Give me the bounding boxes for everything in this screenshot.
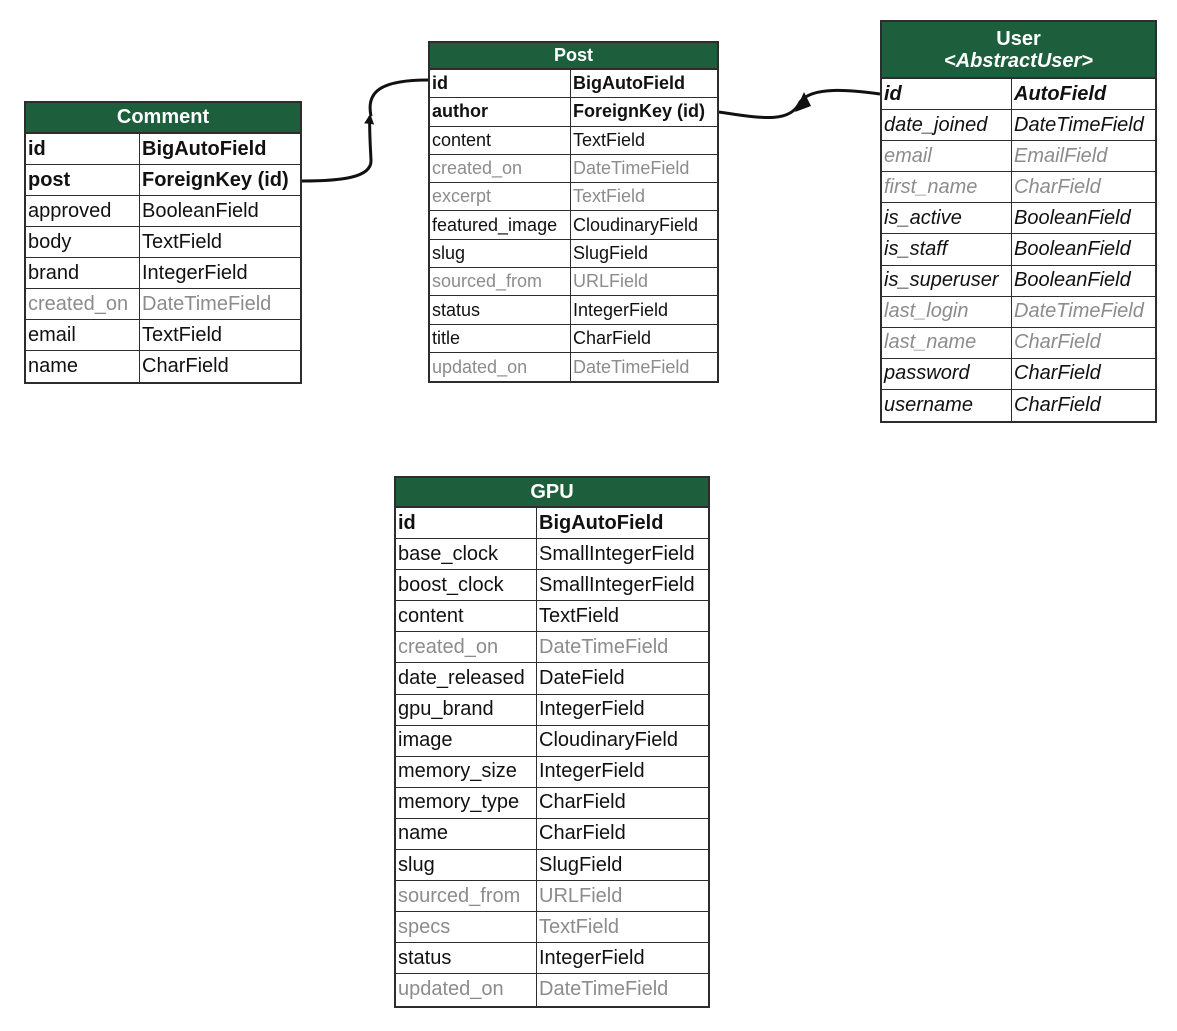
field-row — [430, 240, 717, 268]
field-name: date_released — [396, 663, 537, 693]
field-type: CharField — [539, 822, 626, 845]
field-name: title — [430, 325, 571, 352]
field-type: DateTimeField — [539, 978, 669, 1001]
user-model-title: User — [996, 27, 1041, 50]
field-type: EmailField — [1014, 144, 1108, 167]
field-row — [430, 211, 717, 239]
relation-post-id-connector — [370, 80, 428, 116]
field-type: CharField — [1014, 393, 1101, 416]
field-row — [430, 70, 717, 98]
field-name: is_staff — [882, 234, 1012, 264]
field-row — [26, 134, 300, 165]
field-row — [26, 351, 300, 382]
field-name: is_superuser — [882, 266, 1012, 296]
field-row — [26, 227, 300, 258]
field-type: SlugField — [539, 853, 623, 876]
field-name: body — [26, 227, 140, 257]
field-type: TextField — [142, 230, 223, 253]
field-row — [396, 757, 708, 788]
field-row — [882, 266, 1155, 297]
field-name: sourced_from — [430, 268, 571, 295]
field-row — [430, 183, 717, 211]
field-type: BooleanField — [1014, 238, 1131, 261]
field-type: IntegerField — [539, 946, 645, 969]
relation-comment-post-to-post-id — [302, 116, 371, 181]
field-row — [882, 79, 1155, 110]
field-name: last_login — [882, 297, 1012, 327]
field-row — [26, 165, 300, 196]
field-type: CloudinaryField — [573, 214, 699, 235]
field-name: name — [26, 351, 140, 382]
comment-model-header — [26, 103, 300, 134]
field-name: created_on — [396, 632, 537, 662]
field-name: created_on — [430, 155, 571, 182]
user-model-header — [882, 22, 1155, 79]
field-type: AutoField — [1014, 82, 1107, 105]
field-row — [430, 325, 717, 353]
field-name: image — [396, 726, 537, 756]
field-name: email — [882, 141, 1012, 171]
field-row — [882, 234, 1155, 265]
field-row — [396, 508, 708, 539]
field-row — [396, 570, 708, 601]
field-name: name — [396, 819, 537, 849]
user-model-table — [880, 20, 1157, 423]
field-name: date_joined — [882, 110, 1012, 140]
field-row — [882, 328, 1155, 359]
field-name: approved — [26, 196, 140, 226]
field-row — [396, 663, 708, 694]
field-type: TextField — [573, 129, 646, 150]
relation-post-author-to-user-id — [719, 90, 880, 117]
field-name: post — [26, 165, 140, 195]
field-type: DateTimeField — [142, 292, 272, 315]
field-type: TextField — [539, 604, 620, 627]
gpu-model-table — [394, 476, 710, 1008]
field-type: IntegerField — [142, 261, 248, 284]
post-model-title: Post — [553, 45, 593, 65]
field-row — [26, 258, 300, 289]
field-row — [396, 632, 708, 663]
field-row — [396, 539, 708, 570]
field-row — [882, 110, 1155, 141]
field-type: SlugField — [573, 242, 649, 263]
field-name: memory_size — [396, 757, 537, 787]
field-name: status — [396, 943, 537, 973]
field-type: CharField — [1014, 175, 1101, 198]
field-row — [430, 98, 717, 126]
field-name: created_on — [26, 289, 140, 319]
gpu-model-title: GPU — [530, 480, 574, 503]
field-row — [396, 726, 708, 757]
field-row — [430, 268, 717, 296]
field-type: BooleanField — [1014, 269, 1131, 292]
field-type: CharField — [539, 791, 626, 814]
field-row — [396, 819, 708, 850]
field-type: DateTimeField — [1014, 300, 1144, 323]
field-type: TextField — [573, 186, 646, 207]
field-row — [430, 155, 717, 183]
field-row — [882, 359, 1155, 390]
field-name: password — [882, 359, 1012, 389]
field-type: URLField — [573, 271, 649, 292]
field-type: CharField — [142, 355, 229, 377]
field-row — [26, 320, 300, 351]
field-type: DateTimeField — [1014, 113, 1144, 136]
gpu-field-rows — [396, 508, 708, 1006]
field-type: DateTimeField — [573, 158, 690, 179]
field-name: memory_type — [396, 788, 537, 818]
field-type: ForeignKey (id) — [573, 101, 706, 122]
field-type: CloudinaryField — [539, 729, 678, 752]
field-row — [430, 353, 717, 381]
user-model-subtitle: <AbstractUser> — [944, 49, 1093, 72]
user-field-rows — [882, 79, 1155, 421]
field-name: featured_image — [430, 211, 571, 238]
field-row — [430, 127, 717, 155]
field-name: is_active — [882, 203, 1012, 233]
field-type: TextField — [142, 323, 223, 346]
field-name: excerpt — [430, 183, 571, 210]
field-name: status — [430, 296, 571, 323]
comment-model-table — [24, 101, 302, 384]
comment-field-rows — [26, 134, 300, 382]
field-type: ForeignKey (id) — [142, 168, 289, 191]
field-name: brand — [26, 258, 140, 288]
post-model-header — [430, 43, 717, 70]
field-name: boost_clock — [396, 570, 537, 600]
field-name: slug — [396, 850, 537, 880]
field-name: email — [26, 320, 140, 350]
field-type: IntegerField — [573, 299, 669, 320]
field-name: username — [882, 390, 1012, 421]
field-name: slug — [430, 240, 571, 267]
field-type: DateTimeField — [539, 635, 669, 658]
field-name: id — [882, 79, 1012, 109]
field-type: CharField — [573, 327, 652, 348]
field-type: DateField — [539, 667, 625, 690]
field-type: BigAutoField — [142, 137, 267, 160]
field-name: gpu_brand — [396, 695, 537, 725]
field-row — [396, 943, 708, 974]
field-name: id — [396, 508, 537, 538]
field-row — [882, 297, 1155, 328]
field-name: base_clock — [396, 539, 537, 569]
field-row — [430, 296, 717, 324]
relation-user-arrowhead — [795, 92, 811, 112]
field-type: DateTimeField — [573, 356, 690, 377]
field-type: BooleanField — [1014, 206, 1131, 229]
field-type: SmallIntegerField — [539, 542, 695, 565]
field-name: first_name — [882, 172, 1012, 202]
gpu-model-header — [396, 478, 708, 508]
field-row — [396, 788, 708, 819]
field-type: BigAutoField — [573, 73, 685, 94]
field-type: TextField — [539, 915, 620, 938]
field-type: IntegerField — [539, 698, 645, 721]
comment-model-title: Comment — [116, 106, 210, 128]
post-field-rows — [430, 70, 717, 381]
field-name: sourced_from — [396, 881, 537, 911]
field-name: updated_on — [396, 974, 537, 1005]
field-row — [396, 881, 708, 912]
field-name: content — [430, 127, 571, 154]
field-type: BooleanField — [142, 199, 259, 222]
field-type: BigAutoField — [539, 511, 664, 534]
field-row — [882, 390, 1155, 421]
field-row — [882, 203, 1155, 234]
field-row — [26, 289, 300, 320]
field-type: CharField — [1014, 362, 1101, 385]
post-model-table — [428, 41, 719, 383]
field-name: last_name — [882, 328, 1012, 358]
field-name: author — [430, 98, 571, 125]
field-row — [396, 601, 708, 632]
field-row — [396, 695, 708, 726]
field-name: id — [430, 70, 571, 97]
field-row — [882, 172, 1155, 203]
field-type: SmallIntegerField — [539, 573, 695, 596]
field-row — [396, 912, 708, 943]
field-name: content — [396, 601, 537, 631]
field-name: id — [26, 134, 140, 164]
field-row — [396, 974, 708, 1005]
field-name: updated_on — [430, 353, 571, 381]
field-type: IntegerField — [539, 760, 645, 783]
field-row — [26, 196, 300, 227]
field-row — [882, 141, 1155, 172]
field-type: URLField — [539, 884, 623, 907]
field-row — [396, 850, 708, 881]
field-name: specs — [396, 912, 537, 942]
field-type: CharField — [1014, 331, 1101, 354]
